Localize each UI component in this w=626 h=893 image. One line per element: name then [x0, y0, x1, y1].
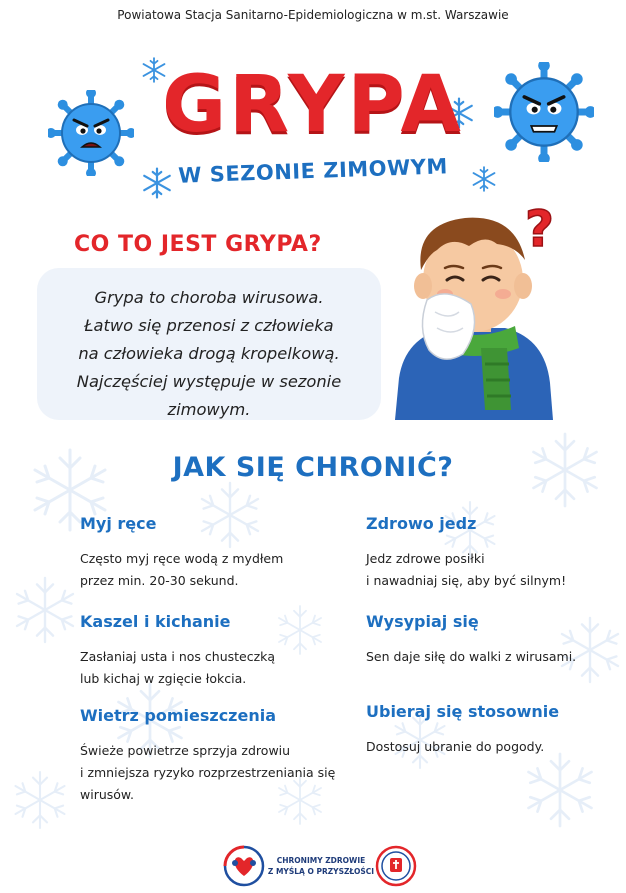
campaign-slogan	[266, 855, 376, 877]
tip-text-line: i zmniejsza ryzyko rozprzestrzeniania się	[80, 765, 336, 780]
definition-line: Łatwo się przenosi z człowieka	[84, 316, 334, 335]
tip-text-line: lub kichaj w zgięcie łokcia.	[80, 671, 247, 686]
tip-text-line: Zasłaniaj usta i nos chusteczką	[80, 649, 276, 664]
tip-title: Zdrowo jedz	[366, 514, 477, 533]
campaign-slogan-line: CHRONIMY ZDROWIE	[276, 856, 366, 865]
protection-heading: JAK SIĘ CHRONIĆ?	[172, 452, 454, 483]
tip-title: Kaszel i kichanie	[80, 612, 231, 631]
tip-title: Myj ręce	[80, 514, 157, 533]
tip-title: Wysypiaj się	[366, 612, 479, 631]
campaign-slogan-line: Z MYŚLĄ O PRZYSZŁOŚCI	[267, 867, 375, 876]
tip-sleep	[366, 612, 626, 668]
organization-name: Powiatowa Stacja Sanitarno-Epidemiologiczna w m.st. Warszawie	[117, 8, 509, 22]
definition-line: na człowieka drogą kropelkową.	[78, 344, 340, 363]
sanepid-emblem-icon	[377, 847, 415, 885]
tip-text-line: Świeże powietrze sprzyja zdrowiu	[80, 743, 291, 758]
definition-box	[37, 268, 381, 420]
tip-text-line: Często myj ręce wodą z mydłem	[80, 551, 284, 566]
tip-dress-properly	[366, 702, 626, 758]
definition-line: Najczęściej występuje w sezonie	[76, 372, 342, 391]
definition-line: Grypa to choroba wirusowa.	[94, 288, 324, 307]
tip-text-line: Dostosuj ubranie do pogody.	[366, 739, 545, 754]
svg-text:?: ?	[525, 200, 555, 258]
definition-line: zimowym.	[167, 400, 251, 419]
tip-text-line: przez min. 20-30 sekund.	[80, 573, 239, 588]
definition-heading: CO TO JEST GRYPA?	[74, 232, 322, 257]
family-heart-logo-icon	[225, 847, 263, 885]
tip-text-line: Sen daje siłę do walki z wirusami.	[366, 649, 577, 664]
tip-cough-sneeze	[80, 612, 350, 690]
tip-text-line: wirusów.	[80, 787, 134, 802]
tip-text-line: i nawadniaj się, aby być silnym!	[366, 573, 567, 588]
tip-wash-hands	[80, 514, 350, 592]
tip-eat-healthy	[366, 514, 626, 592]
page-title: GRYPA	[162, 60, 464, 150]
sick-boy-illustration	[385, 188, 565, 420]
tip-title: Wietrz pomieszczenia	[80, 706, 277, 725]
tip-ventilate	[80, 706, 370, 806]
page-subtitle: W SEZONIE ZIMOWYM	[177, 154, 449, 188]
tip-title: Ubieraj się stosownie	[366, 702, 560, 721]
tip-text-line: Jedz zdrowe posiłki	[366, 551, 485, 566]
